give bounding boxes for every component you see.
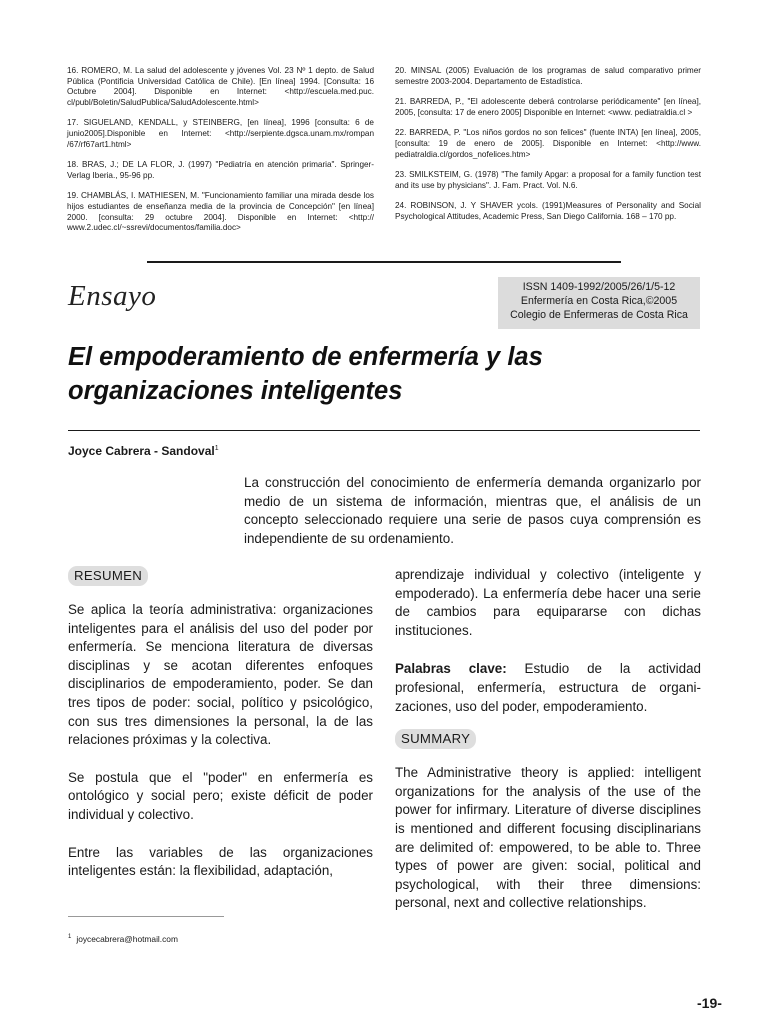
footnote-email: joycecabrera@hotmail.com <box>76 934 178 944</box>
epigraph: La construcción del conocimiento de enfermería demanda organizarlo por medio de un sistema de información, mientras que, el análisis de un concepto seleccionado requiere una serie de pasos cuya comprensión es independiente de su ordenamiento. <box>244 475 701 546</box>
keywords-label: Palabras clave: <box>395 661 507 677</box>
reference-20: 20. MINSAL (2005) Evaluación de los programas de salud comparativo primer semestre 2003-2004. Departamento de Estadística. <box>395 66 701 86</box>
reference-16: 16. ROMERO, M. La salud del adolescente y jóvenes Vol. 23 Nº 1 depto. de Salud Pública (Pontificia Universidad Católica de Chile). [En línea] 1994. [Consulta: 16 Octubre 2004]. Disponible en Internet: <http://escuela.med.puc. cl/publ/Boletin/SaludPublica/SaludAdolescente.html> <box>67 66 374 107</box>
author <box>68 444 219 458</box>
journal-line: Enfermería en Costa Rica,©2005 <box>520 295 678 307</box>
resumen-continuation: aprendizaje individual y colectivo (inteligente y empoderado). La enfermería debe hacer una serie de cambios para equipararse con dichas instituciones. <box>395 567 701 638</box>
article-title: El empoderamiento de enfermería y las organizaciones inteligentes <box>68 343 543 405</box>
reference-24: 24. ROBINSON, J. Y SHAVER ycols. (1991)Measures of Personality and Social Psychological Attitudes, Academic Press, San Diego California. 168 – 170 pp. <box>395 201 701 221</box>
page-number: -19- <box>697 995 722 1011</box>
resumen-paragraph-1: Se aplica la teoría administrativa: organizaciones inteligentes para el análisis del uso del poder por enfermería. Se menciona literatura de diversas disciplinas y se acotan diferentes enfoques disciplinarios de empoderamiento, poder. Se dan tres tipos de poder: social, político y psicológico, con sus tres dimensiones la personal, la de las relaciones próximas y la colectiva. <box>68 602 373 748</box>
footnote-divider <box>68 916 224 917</box>
keywords-text: Estudio de la actividad profesional, enfermería, estructura de organi-zaciones, uso del poder, empoderamiento. <box>395 661 701 714</box>
footnote-marker: 1 <box>68 934 72 941</box>
footnote <box>68 934 178 944</box>
reference-22: 22. BARREDA, P. "Los niños gordos no son felices" (fuente INTA) [en línea], 2005, [consulta: 19 de enero de 2005]. Disponible en Internet: <http://www. pediatraldia.cl/gordos_nofelices.htm> <box>395 128 701 159</box>
keywords <box>395 660 701 716</box>
right-column <box>395 566 701 913</box>
reference-19: 19. CHAMBLÁS, I. MATHIESEN, M. "Funcionamiento familiar una mirada desde los hijos estudiantes de enseñanza media de la provincia de Concepción" [en línea] 2000. [consulta: 29 octubre 2004]. Disponible en Internet: <http:// www.2.udec.cl/~ssrevi/documentos/familia.doc> <box>67 191 374 233</box>
summary-paragraph: The Administrative theory is applied: intelligent organizations for the analysis of the use of the power for infirmary. Literature of diverse disciplines is mentioned and different focusing disciplinarians are delimited of: empowered, to be able to. Three types of power are given: social, political and psychological, with their three dimensions: personal, next and collective relationships. <box>395 765 701 911</box>
left-column <box>68 566 373 881</box>
references-right-column <box>395 66 701 233</box>
reference-17: 17. SIGUELAND, KENDALL, y STEINBERG, [en línea], 1996 [consulta: 6 de junio2005].Disponible en Internet: <http://serpiente.dgsca.unam.mx/rompan /67/rf67art1.html> <box>67 118 374 149</box>
references-left-column <box>67 66 374 244</box>
summary-heading: SUMMARY <box>395 729 476 749</box>
references-divider <box>147 261 621 263</box>
author-name: Joyce Cabrera - Sandoval <box>68 444 215 458</box>
issn-line: ISSN 1409-1992/2005/26/1/5-12 <box>522 281 676 293</box>
title-divider <box>68 430 700 431</box>
resumen-heading: RESUMEN <box>68 566 148 586</box>
reference-18: 18. BRAS, J.; DE LA FLOR, J. (1997) "Pediatría en atención primaria". Springer-Verlag Iberia., 95-96 pp. <box>67 160 374 180</box>
resumen-paragraph-3: Entre las variables de las organizaciones inteligentes están: la flexibilidad, adaptación, <box>68 844 373 879</box>
issn-box <box>498 277 700 329</box>
reference-23: 23. SMILKSTEIM, G. (1978) "The family Apgar: a proposal for a family function test and its use by physicians". J. Fam. Pract. Vol. N.6. <box>395 170 701 190</box>
author-footnote-marker: 1 <box>214 445 219 452</box>
publisher-line: Colegio de Enfermeras de Costa Rica <box>510 309 688 321</box>
resumen-paragraph-2: Se postula que el "poder" en enfermería es ontológico y social pero; existe déficit de poder individual y colectivo. <box>68 769 373 822</box>
reference-21: 21. BARREDA, P., "El adolescente deberá controlarse periódicamente" [en línea], 2005, [consulta: 17 de enero 2005] Disponible en Internet: <www. pediatraldia.cl > <box>395 97 701 117</box>
section-label: Ensayo <box>68 280 157 312</box>
